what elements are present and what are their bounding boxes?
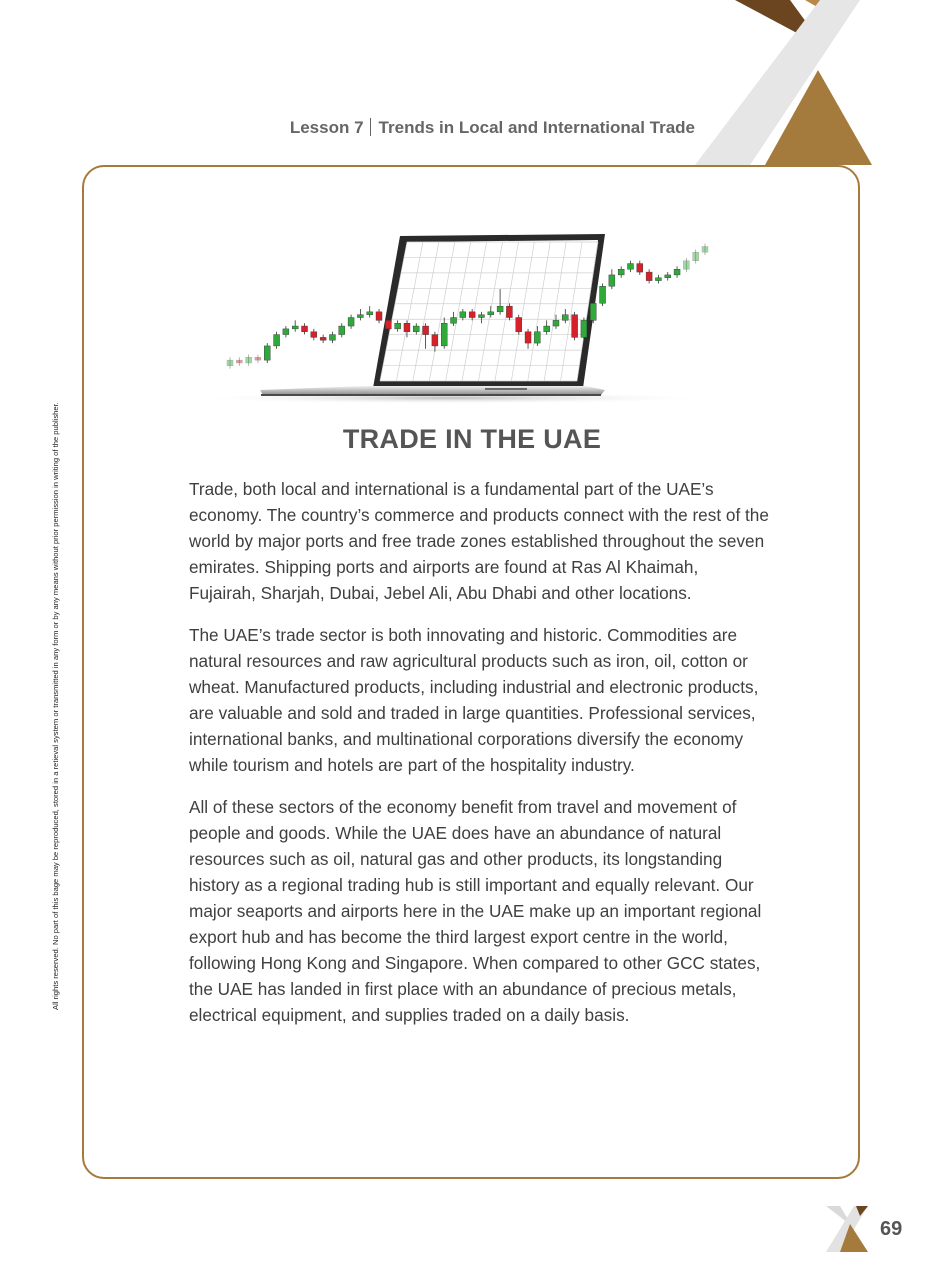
candle-down: [404, 323, 410, 332]
candle-down: [423, 326, 429, 335]
candle-up: [609, 275, 615, 286]
candle-up: [329, 335, 335, 341]
candle-down: [255, 357, 261, 360]
laptop-candlestick-chart-icon: [185, 228, 725, 406]
candle-up: [562, 315, 568, 321]
candle-up: [274, 335, 280, 346]
candle-up: [600, 286, 606, 303]
candle-up: [665, 275, 671, 278]
paragraph-3: All of these sectors of the economy benefit from travel and movement of people and goods. While the UAE does have an abundance of natural resources such as oil, natural gas and other products, its longstanding history as a regional trading hub is still important and equally relevant. Our major seaports and airports here in the UAE make up an important regional export hub and has become the third largest export centre in the world, following Hong Kong and Singapore. When compared to other GCC states, the UAE has landed in first place with an abundance of precious metals, electrical equipment, and supplies traded on a daily basis.: [189, 797, 762, 1025]
candle-up: [478, 315, 484, 318]
candle-up: [534, 332, 540, 343]
candle-down: [385, 320, 391, 329]
candle-up: [357, 315, 363, 318]
candle-up: [441, 323, 447, 346]
candle-up: [618, 269, 624, 275]
corner-chevron-logo-icon: [690, 0, 880, 170]
candle-up: [581, 320, 587, 337]
candle-up: [702, 247, 708, 253]
candle-down: [637, 264, 643, 273]
candle-down: [646, 272, 652, 281]
section-title: TRADE IN THE UAE: [342, 424, 602, 454]
candle-down: [376, 312, 382, 321]
candle-up: [488, 312, 494, 315]
candle-up: [544, 326, 550, 332]
page-chevron-logo-icon: [826, 1206, 870, 1252]
candle-up: [451, 318, 457, 324]
candle-up: [227, 360, 233, 366]
candle-up: [413, 326, 419, 332]
candle-up: [395, 323, 401, 329]
lesson-title: Trends in Local and International Trade: [378, 118, 695, 137]
candle-up: [590, 303, 596, 320]
candle-up: [655, 278, 661, 281]
candle-up: [339, 326, 345, 335]
lesson-header: [290, 118, 695, 138]
candle-up: [497, 306, 503, 312]
paragraph-1: Trade, both local and international is a fundamental part of the UAE’s economy. The country’s commerce and products connect with the rest of the world by major ports and free trade zones established throughout the seven emirates. Shipping ports and airports are found at Ras Al Khaimah, Fujairah, Sharjah, Dubai, Jebel Ali, Abu Dhabi and other locations.: [189, 479, 769, 603]
candle-down: [469, 312, 475, 318]
candle-up: [283, 329, 289, 335]
candle-up: [553, 320, 559, 326]
lesson-number: Lesson 7: [289, 118, 364, 137]
candle-down: [572, 315, 578, 338]
candle-up: [460, 312, 466, 318]
candle-down: [302, 326, 308, 332]
copyright-notice: All rights reserved. No part of this bage may be reproduced, stored in a retieval system or transmitted in any form or by any means without prior permission in writing of the publisher.: [51, 402, 60, 1010]
body-text: [189, 476, 769, 1044]
candle-down: [236, 360, 242, 363]
candle-up: [674, 269, 680, 275]
candle-down: [516, 318, 522, 332]
candle-up: [627, 264, 633, 270]
candle-down: [311, 332, 317, 338]
candle-up: [693, 252, 699, 261]
paragraph-2: The UAE’s trade sector is both innovating and historic. Commodities are natural resources and raw agricultural products such as iron, oil, cotton or wheat. Manufactured products, including industrial and electronic products, are valuable and sold and traded in large quantities. Professional services, international banks, and multinational corporations diversify the economy while tourism and hotels are part of the hospitality industry.: [189, 625, 759, 775]
candle-up: [292, 326, 298, 329]
header-separator: [370, 118, 371, 136]
candle-up: [367, 312, 373, 315]
candle-up: [264, 346, 270, 360]
page-number: 69: [880, 1218, 903, 1240]
candle-down: [320, 337, 326, 340]
candle-down: [506, 306, 512, 317]
candle-down: [432, 335, 438, 346]
candle-up: [683, 261, 689, 270]
candle-up: [246, 357, 252, 363]
candle-down: [525, 332, 531, 343]
candle-up: [348, 318, 354, 327]
